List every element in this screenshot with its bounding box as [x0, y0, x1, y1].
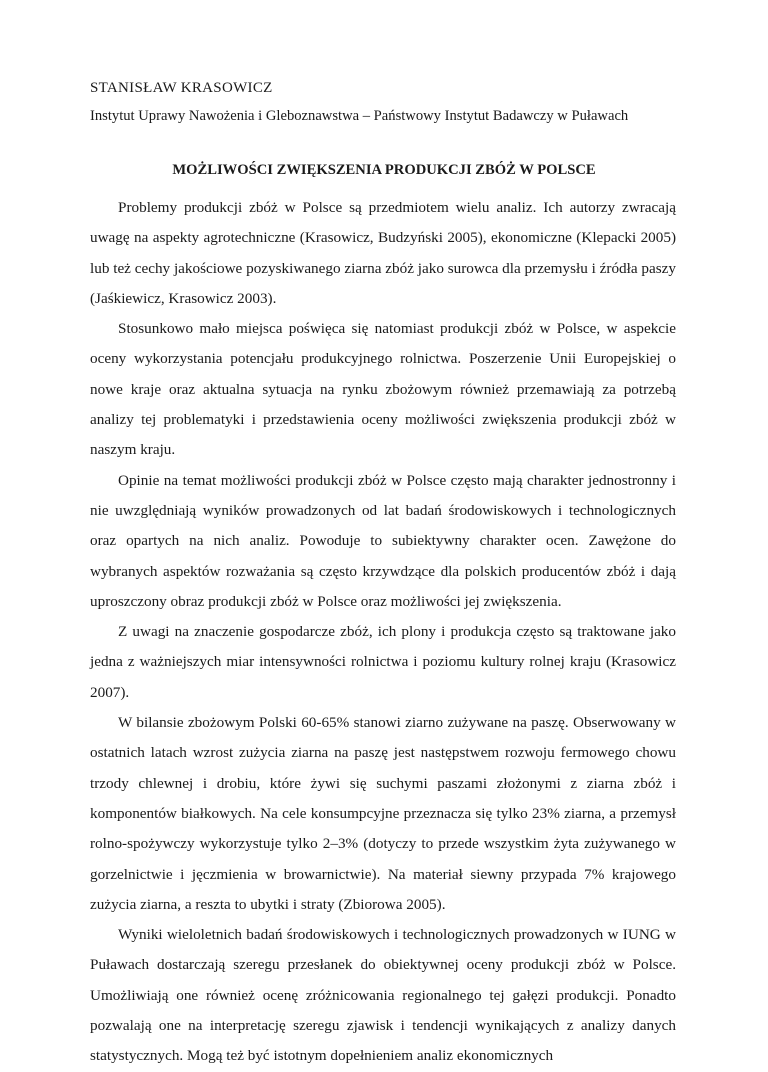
- paragraph: Wyniki wieloletnich badań środowiskowych i technologicznych prowadzonych w IUNG w Puławach dostarczają szeregu przesłanek do obiektywnej oceny produkcji zbóż w Polsce. Umożliwiają one również ocenę zróżnicowania regionalnego tej gałęzi produkcji. Ponadto pozwalają one na interpretację szeregu zjawisk i tendencji wynikających z analizy danych statystycznych. Mogą też być istotnym dopełnieniem analiz ekonomicznych: [90, 926, 676, 1065]
- paragraph: Opinie na temat możliwości produkcji zbóż w Polsce często mają charakter jednostronny i nie uwzględniają wyników prowadzonych od lat badań środowiskowych i technologicznych oraz opartych na nich analiz. Powoduje to subiektywny charakter ocen. Zawężone do wybranych aspektów rozważania są często krzywdzące dla polskich producentów zbóż i dają uproszczony obraz produkcji zbóż w Polsce oraz możliwości jej zwiększenia.: [90, 471, 676, 610]
- author-affiliation: Instytut Uprawy Nawożenia i Gleboznawstwa – Państwowy Instytut Badawczy w Puławach: [90, 108, 629, 124]
- body-text: [90, 193, 676, 1072]
- paragraph: W bilansie zbożowym Polski 60-65% stanowi ziarno zużywane na paszę. Obserwowany w ostatnich latach wzrost zużycia ziarna na paszę jest następstwem rozwoju fermowego chowu trzody chlewnej i drobiu, które żywi się suchymi paszami złożonymi z ziarna zbóż i komponentów białkowych. Na cele konsumpcyjne przeznacza się tylko 23% ziarna, a przemysł rolno-spożywczy wykorzystuje tylko 2–3% (dotyczy to przede wszystkim żyta zużywanego w gorzelnictwie i jęczmienia w browarnictwie). Na materiał siewny przypada 7% krajowego zużycia ziarna, a reszta to ubytki i straty (Zbiorowa 2005).: [90, 714, 676, 913]
- paragraph: Z uwagi na znaczenie gospodarcze zbóż, ich plony i produkcja często są traktowane jako jedna z ważniejszych miar intensywności rolnictwa i poziomu kultury rolnej kraju (Krasowicz 2007).: [90, 623, 676, 701]
- author-name: STANISŁAW KRASOWICZ: [90, 80, 273, 96]
- paragraph: Problemy produkcji zbóż w Polsce są przedmiotem wielu analiz. Ich autorzy zwracają uwagę na aspekty agrotechniczne (Krasowicz, Budzyński 2005), ekonomiczne (Klepacki 2005) lub też cechy jakościowe pozyskiwanego ziarna zbóż jako surowca dla przemysłu i źródła paszy (Jaśkiewicz, Krasowicz 2003).: [90, 199, 676, 307]
- paragraph: Stosunkowo mało miejsca poświęca się natomiast produkcji zbóż w Polsce, w aspekcie oceny wykorzystania potencjału produkcyjnego rolnictwa. Poszerzenie Unii Europejskiej o nowe kraje oraz aktualna sytuacja na rynku zbożowym również przemawiają za potrzebą analizy tej problematyki i przedstawienia oceny możliwości zwiększenia produkcji zbóż w naszym kraju.: [90, 320, 676, 459]
- paper-title: MOŻLIWOŚCI ZWIĘKSZENIA PRODUKCJI ZBÓŻ W POLSCE: [172, 162, 596, 178]
